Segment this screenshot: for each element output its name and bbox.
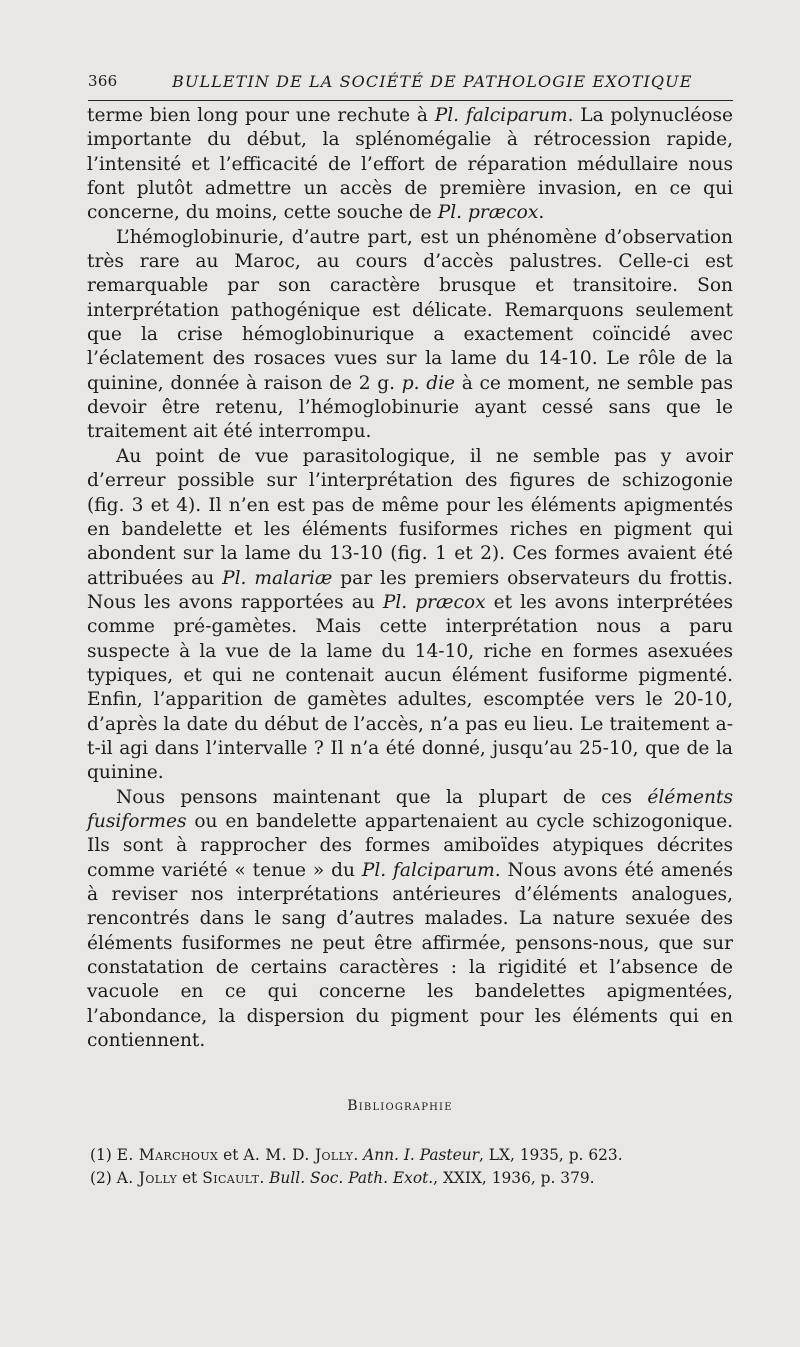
reference-list [90, 1144, 740, 1190]
text-run: ou en bandelette appartenaient au cycle schizogonique. Ils sont à rapprocher des formes amiboïdes atypiques décrites comme variété « tenue » du [87, 810, 733, 881]
bibliography-heading: Bibliographie [347, 1098, 453, 1114]
italic-text: Bull. Soc. Path. Exot. [269, 1169, 434, 1187]
text-run: Nous pensons maintenant que la plupart de ces [116, 786, 648, 808]
text-run: , LX, 1935, p. 623. [479, 1146, 623, 1164]
text-run: . [353, 1146, 364, 1164]
text-run: et [218, 1146, 244, 1164]
author-name: E. Marchoux [116, 1146, 219, 1164]
italic-text: Pl. præcox [437, 202, 539, 224]
text-run: et les avons interprétées comme pré-gamètes. Mais cette interprétation nous a paru suspecte à la vue de la lame du 14-10, riche en formes asexuées typiques, et qui ne contenait aucun élément fusiforme pigmenté. Enfin, l’apparition de gamètes adultes, escomptée vers le 20-10, d’après la date du début de l’accès, n’a pas eu lieu. Le traitement a-t-il agi dans l’intervalle ? Il n’a été donné, jusqu’au 25-10, que de la quinine. [87, 591, 734, 784]
text-run: et [177, 1169, 203, 1187]
italic-text: Ann. I. Pasteur [363, 1146, 479, 1164]
text-run: (2) [90, 1169, 117, 1187]
text-run: L’hémoglobinurie, d’autre part, est un phénomène d’observation très rare au Maroc, au cours d’accès palustres. Celle-ci est remarquable par son caractère brusque et transitoire. Son interprétation pathogénique est délicate. Remarquons seulement que la crise hémoglobinurique a exactement coïncidé avec l’éclatement des rosaces vues sur la lame du 14-10. Le rôle de la quinine, donnée à raison de 2 g. [87, 226, 733, 394]
text-run: . Nous avons été amenés à reviser nos interprétations antérieures d’éléments analogues, rencontrés dans le sang d’autres malades. La nature sexuée des éléments fusiformes ne peut être affirmée, pensons-nous, que sur constatation de certains caractères : la rigidité et l’absence de vacuole en ce qui concerne les bandelettes apigmentées, l’abondance, la dispersion du pigment pour les éléments qui en contiennent. [87, 859, 733, 1052]
page-number: 366 [88, 72, 118, 90]
text-run: à ce moment, ne semble pas devoir être retenu, l’hémoglobinurie ayant cessé sans que le traitement ait été interrompu. [87, 372, 734, 443]
text-run: (1) [90, 1146, 117, 1164]
paragraph [87, 445, 733, 786]
italic-text: Pl. præcox [382, 591, 486, 613]
text-run: . [538, 202, 545, 224]
italic-text: Pl. malariæ [222, 567, 333, 589]
text-run: par les premiers observateurs du frottis. Nous les avons rapportées au [87, 567, 733, 613]
page-header [88, 66, 733, 101]
text-run: . [259, 1169, 270, 1187]
author-name: A. M. D. Jolly [243, 1146, 354, 1164]
italic-text: p. die [401, 372, 456, 394]
author-name: Sicault [202, 1169, 260, 1187]
paragraph [87, 786, 733, 1054]
text-run: . La polynucléose importante du début, la splénomégalie à rétrocession rapide, l’intensité et l’efficacité de l’effort de réparation médullaire nous font plutôt admettre un accès de première invasion, en ce qui concerne, du moins, cette souche de [87, 105, 733, 224]
reference-item [90, 1167, 740, 1190]
running-head: BULLETIN DE LA SOCIÉTÉ DE PATHOLOGIE EXOTIQUE [172, 72, 693, 91]
text-run: Au point de vue parasitologique, il ne semble pas y avoir d’erreur possible sur l’interprétation des figures de schizogonie (fig. 3 et 4). Il n’en est pas de même pour les éléments apigmentés en bandelette et les éléments fusiformes riches en pigment qui abondent sur la lame du 13-10 (fig. 1 et 2). Ces formes avaient été attribuées au [87, 445, 733, 589]
italic-text: Pl. falciparum [361, 859, 495, 881]
text-run: terme bien long pour une rechute à [87, 105, 435, 126]
author-name: A. Jolly [116, 1169, 178, 1187]
paragraph [87, 104, 733, 226]
body-text [87, 104, 733, 1053]
reference-item [90, 1144, 740, 1167]
italic-text: éléments fusiformes [87, 786, 733, 832]
text-run: , XXIX, 1936, p. 379. [433, 1169, 595, 1187]
italic-text: Pl. falciparum [434, 105, 568, 126]
paragraph [87, 226, 733, 445]
